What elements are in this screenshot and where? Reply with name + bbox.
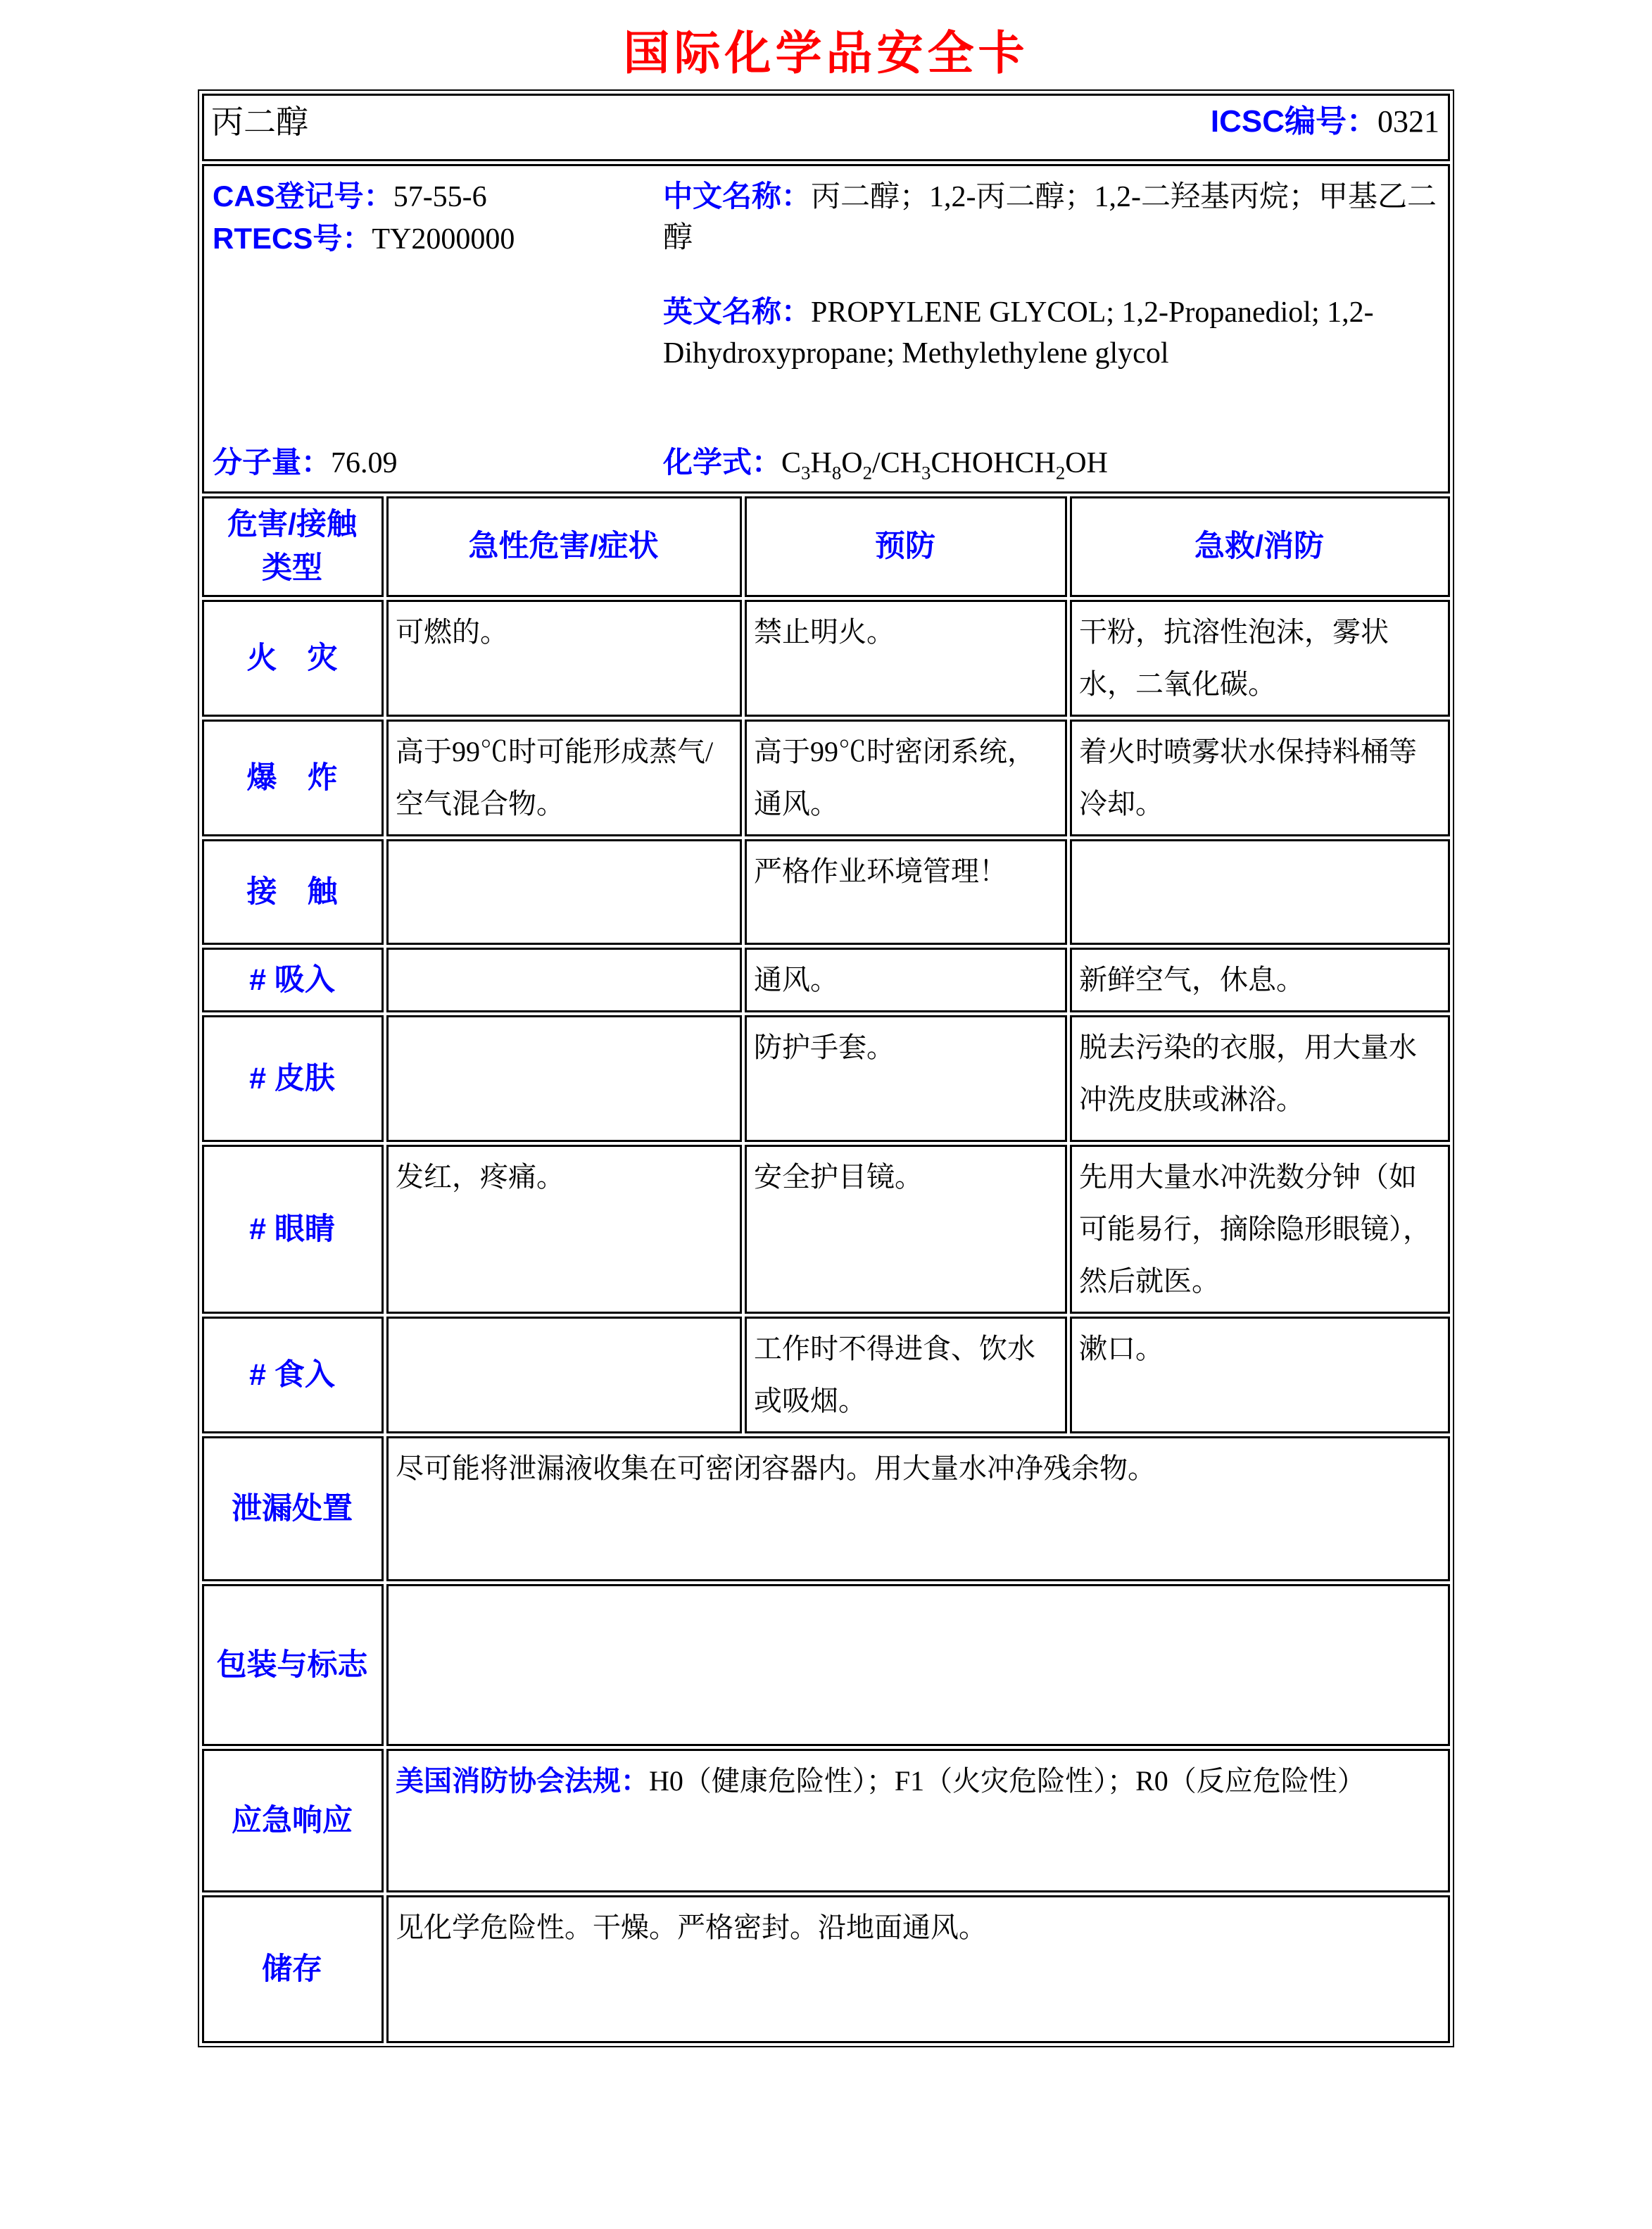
section-label-storage: 储存 [202, 1895, 384, 2043]
molecular-weight-line [213, 442, 663, 484]
english-name-label: 英文名称： [663, 294, 812, 328]
icsc-number-group [1211, 100, 1439, 144]
hazard-table-header-row [202, 496, 1450, 597]
chinese-name-line [663, 176, 1439, 259]
section-row-emergency [202, 1749, 1450, 1892]
skin-symptoms-cell [386, 1015, 742, 1142]
row-label-inhalation: # 吸入 [202, 948, 384, 1012]
chinese-name-label: 中文名称： [663, 180, 812, 213]
substance-name: 丙二醇 [211, 104, 308, 140]
column-header-prevention: 预防 [745, 496, 1067, 597]
icsc-card-table [198, 89, 1454, 2047]
eyes-response-cell: 先用大量水冲洗数分钟（如可能易行，摘除隐形眼镜），然后就医。 [1070, 1145, 1450, 1314]
nfpa-label: 美国消防协会法规： [396, 1765, 649, 1797]
section-label-spillage: 泄漏处置 [202, 1436, 384, 1581]
section-row-spillage [202, 1436, 1450, 1581]
column-header-symptoms: 急性危害/症状 [386, 496, 742, 597]
explosion-response-cell: 着火时喷雾状水保持料桶等冷却。 [1070, 720, 1450, 836]
skin-prevention-cell: 防护手套。 [745, 1015, 1067, 1142]
hazard-row-fire [202, 600, 1450, 717]
packaging-content-cell [386, 1584, 1450, 1746]
ingestion-response-cell: 漱口。 [1070, 1317, 1450, 1433]
column-header-first-aid: 急救/消防 [1070, 496, 1450, 597]
exposure-response-cell [1070, 839, 1450, 945]
inhalation-prevention-cell: 通风。 [745, 948, 1067, 1012]
chinese-name-value: 丙二醇；1,2-丙二醇；1,2-二羟基丙烷；甲基乙二醇 [663, 181, 1437, 254]
english-name-value: PROPYLENE GLYCOL; 1,2-Propanediol; 1,2-Dihydroxypropane; Methylethylene glycol [663, 296, 1374, 370]
chemical-names [663, 176, 1439, 375]
cas-value: 57-55-6 [393, 181, 487, 213]
section-label-emergency: 应急响应 [202, 1749, 384, 1892]
rtecs-label: RTECS号： [213, 221, 372, 255]
hazard-row-eyes [202, 1145, 1450, 1314]
column-header-hazard-type: 危害/接触 类型 [202, 496, 384, 597]
formula-label: 化学式： [663, 445, 782, 479]
storage-content-cell: 见化学危险性。干燥。严格密封。沿地面通风。 [386, 1895, 1450, 2043]
section-row-packaging [202, 1584, 1450, 1746]
ingestion-symptoms-cell [386, 1317, 742, 1433]
row-label-fire: 火 灾 [202, 600, 384, 717]
fire-response-cell: 干粉，抗溶性泡沫，雾状水，二氧化碳。 [1070, 600, 1450, 717]
registry-numbers [213, 176, 663, 375]
formula-value: $C_3H_8O_2/CH_3CHOHCH_2OH$ [781, 446, 1108, 484]
emergency-content-cell [386, 1749, 1450, 1892]
hazard-row-exposure [202, 839, 1450, 945]
row-label-exposure: 接 触 [202, 839, 384, 945]
identifiers-row [202, 164, 1450, 494]
row-label-ingestion: # 食入 [202, 1317, 384, 1433]
exposure-prevention-cell: 严格作业环境管理！ [745, 839, 1067, 945]
hazard-row-inhalation [202, 948, 1450, 1012]
card-header-row [202, 94, 1450, 161]
hazard-row-skin [202, 1015, 1450, 1142]
english-name-line [663, 291, 1439, 375]
inhalation-symptoms-cell [386, 948, 742, 1012]
fire-prevention-cell: 禁止明火。 [745, 600, 1067, 717]
row-label-explosion: 爆 炸 [202, 720, 384, 836]
explosion-prevention-cell: 高于99℃时密闭系统，通风。 [745, 720, 1067, 836]
cas-label: CAS登记号： [213, 180, 393, 213]
hazard-row-explosion [202, 720, 1450, 836]
nfpa-codes: H0（健康危险性）；F1（火灾危险性）；R0（反应危险性） [649, 1764, 1366, 1797]
rtecs-line [213, 218, 663, 260]
formula-line [663, 442, 1439, 484]
row-label-eyes: # 眼睛 [202, 1145, 384, 1314]
eyes-symptoms-cell: 发红，疼痛。 [386, 1145, 742, 1314]
icsc-number: 0321 [1377, 104, 1439, 139]
row-label-skin: # 皮肤 [202, 1015, 384, 1142]
ingestion-prevention-cell: 工作时不得进食、饮水或吸烟。 [745, 1317, 1067, 1433]
explosion-symptoms-cell: 高于99℃时可能形成蒸气/空气混合物。 [386, 720, 742, 836]
molecular-weight-value: 76.09 [331, 446, 398, 479]
icsc-label: ICSC编号： [1210, 104, 1377, 139]
exposure-symptoms-cell [386, 839, 742, 945]
hazard-row-ingestion [202, 1317, 1450, 1433]
inhalation-response-cell: 新鲜空气，休息。 [1070, 948, 1450, 1012]
page-title: 国际化学品安全卡 [623, 28, 1029, 80]
section-row-storage [202, 1895, 1450, 2043]
molecular-weight-label: 分子量： [213, 445, 332, 479]
rtecs-value: TY2000000 [372, 222, 515, 256]
fire-symptoms-cell: 可燃的。 [386, 600, 742, 717]
skin-response-cell: 脱去污染的衣服，用大量水冲洗皮肤或淋浴。 [1070, 1015, 1450, 1142]
section-label-packaging: 包装与标志 [202, 1584, 384, 1746]
cas-line [213, 176, 663, 218]
eyes-prevention-cell: 安全护目镜。 [745, 1145, 1067, 1314]
spillage-content-cell: 尽可能将泄漏液收集在可密闭容器内。用大量水冲净残余物。 [386, 1436, 1450, 1581]
